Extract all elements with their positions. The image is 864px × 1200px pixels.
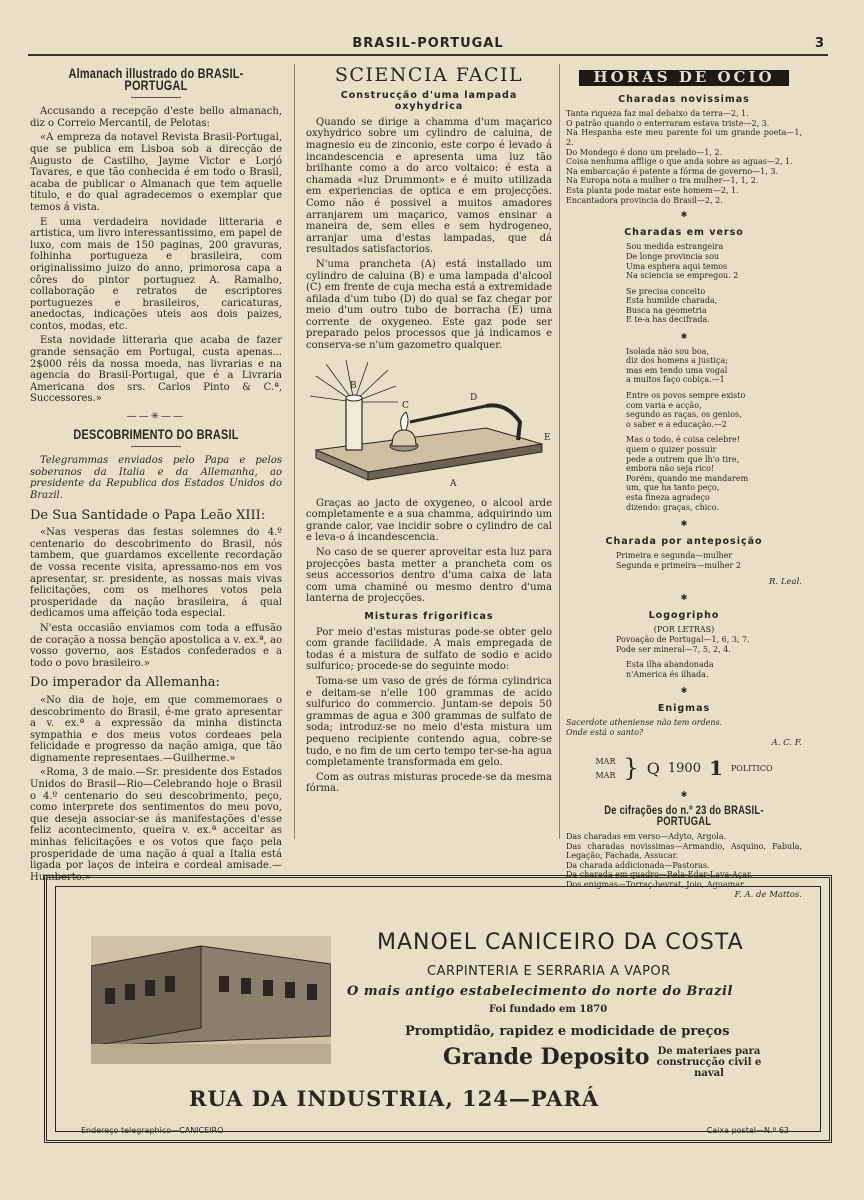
rebus-word: POLITICO <box>730 764 773 774</box>
lampada-subheading: Construcção d'uma lampada oxyhydrica <box>340 89 518 113</box>
paragraph: N'uma prancheta (A) está installado um cylindro de caluina (B) e uma lampada d'alcool (C) em frente de cuja mecha está a extremidade afilada d'um tubo (D) do qual se faz chegar por meio d'um outro tubo de borracha (E) uma corrente de oxygeneo. Este gaz pode ser preparado pelos processos que já indicamos e conserva-se n'um gazometro qualquer. <box>306 258 552 352</box>
imperador-heading: Do imperador da Allemanha: <box>30 675 220 691</box>
factory-engraving <box>91 936 331 1064</box>
journal-title: BRASIL-PORTUGAL <box>352 36 504 51</box>
papa-heading: De Sua Santidade o Papa Leão XIII: <box>30 507 266 523</box>
column-right <box>566 64 802 901</box>
ad-grande-deposito: Grande Deposito <box>443 1044 650 1070</box>
paragraph: N'esta occasião enviamos com toda a effusão de coração a nossa benção apostolica a v. ex.ª, ao vosso governo, aos Estados confederados e a todo o povo brasileiro.» <box>30 622 282 669</box>
charadas-verso-heading: Charadas em verso <box>624 226 744 238</box>
star-divider: ✱ <box>680 210 688 220</box>
rebus-mar: MAR <box>595 757 616 767</box>
misturas-subheading: Misturas frigorificas <box>364 611 494 622</box>
enigma-text: Sacerdote atheniense não tem ordens. Onde está o santo? <box>566 718 723 738</box>
antep-lines: Primeira e segunda—mulher Segunda e primeira—mulher <box>616 551 734 570</box>
logogripho-text-2: Esta ilha abandonada n'America és ilhada. <box>626 660 714 679</box>
verse-block: Isolada não sou boa, diz dos homens a justiça; mas em tendo uma vogal a muitos faço cobiça.—1 <box>626 346 728 385</box>
paragraph: «A empreza da notavel Revista Brasil-Portugal, que se publica em Lisboa sob a direcção de Augusto de Castilho, Jayme Victor e Lorjó Tavares, e que tão conhecida é em todo o Brasil, acaba de publicar o Almanach que tem aquelle titulo, e do qual agradecemos o exemplar que temos á vista. <box>30 132 282 213</box>
signature: F. A. de Mattos. <box>734 889 802 900</box>
anteposicao-heading: Charada por anteposição <box>605 535 763 547</box>
ad-business-line: CARPINTERIA E SERRARIA A VAPOR <box>427 964 671 979</box>
paragraph: Quando se dirige a chamma d'um maçarico oxyhydrico sobre um cylindro de caluina, de magnesio eu de zinconio, este corpo é levado á incandescencia e apresenta uma luz tão brilhante como a do arco voltaico: é esta a chamada «luz Drummont» e é muito utilizada em experiencias de optica e em projecções. Como não é possivel a muitos amadores arranjarem um maçarico, vamos ensinar a maneira de, sem elles e sem hydrogeneo, arranjar uma d'estas lampadas, que dá resultados satisfactorios. <box>306 116 552 256</box>
ocio-heading: HORAS DE OCIO <box>579 70 788 86</box>
charada-item: Esta planta pode matar este homem—2, 1. <box>566 185 739 195</box>
charada-item: Na Hespanha este meu parente foi um grande poeta—1, 2. <box>566 128 802 147</box>
lamp-engraving <box>306 360 552 488</box>
enigmas-heading: Enigmas <box>657 702 711 714</box>
column-middle <box>306 64 552 798</box>
rebus-puzzle <box>566 755 802 783</box>
logogripho-heading: Logogripho <box>648 609 720 621</box>
column-divider <box>559 64 560 839</box>
paragraph: No caso de se querer aproveitar esta luz para projecções basta metter a prancheta com os seus accessorios dentro d'uma caixa de lata com uma chaminé ou mesmo dentro d'uma lanterna de projecções. <box>306 547 552 605</box>
descobrimento-intro: Telegrammas enviados pelo Papa e pelos soberanos da Italia e da Allemanha, ao presidente da Republica dos Estados Unidos do Brazil. <box>30 455 282 501</box>
verse-text: Sou medida estrangeira De longe provincia sou Uma esphera aqui temos Na sciencia se empregou. <box>626 242 731 281</box>
logogripho-text: Povoação de Portugal—1, 6, 3, 7. Pode ser mineral—7, 5, 2, 4. <box>616 634 750 654</box>
sciencia-heading: SCIENCIA FACIL <box>334 64 524 86</box>
star-divider: ✱ <box>680 519 688 529</box>
ad-telegraph: Endereço telegraphico—CANICEIRO <box>81 1126 224 1135</box>
charada-item: Encantadora provincia do Brasil—2, 2. <box>566 195 723 205</box>
verse-number: 2 <box>733 271 739 281</box>
lamp-illustration <box>306 360 552 488</box>
paragraph: Por meio d'estas misturas pode-se obter gelo com grande facilidade. A mais empregada de todas é a mistura de sulfato de sodio e acido sulfurico; procede-se do seguinte modo: <box>306 626 552 673</box>
antep-number: 2 <box>735 560 741 570</box>
anteposicao-text <box>616 551 802 570</box>
rebus-one: 1 <box>708 756 723 781</box>
ad-postbox: Caixa postal—N.º 63 <box>706 1126 789 1135</box>
charadas-list <box>566 109 802 205</box>
heading-rule <box>131 97 181 98</box>
charada-item: Na embarcação é patente a fórma de governo—1, 3. <box>566 166 778 176</box>
descobrimento-heading: DESCOBRIMENTO DO BRASIL <box>73 425 239 442</box>
star-divider: ✱ <box>680 593 688 603</box>
rebus-year: 1900 <box>667 761 701 777</box>
paragraph: Accusando a recepção d'este bello almanach, diz o Correio Mercantil, de Pelotas: <box>30 106 282 129</box>
ornament-divider: ——✳—— <box>126 411 186 423</box>
ad-address: RUA DA INDUSTRIA, 124—PARÁ <box>189 1086 600 1111</box>
verse-block: Se precisa conceito Esta humilde charada, Busca na geometria E te-a has decifrada. <box>626 286 718 325</box>
almanach-heading: Almanach illustrado do BRASIL-PORTUGAL <box>68 65 244 93</box>
ad-founded: Foi fundado em 1870 <box>489 1004 608 1015</box>
fig-label-b: B <box>350 380 357 391</box>
paragraph: «Roma, 3 de maio.—Sr. presidente dos Estados Unidos do Brasil—Rio—Celebrando hoje o Brasil o 4.º centenario do seu descobrimento, peço, como interprete dos sentimentos do meu povo, que deseja associar-se ás manifestações d'esse feliz acontecimento, queira v. ex.ª acceitar as minhas felicitações e os votos que faço pela prosperidade de uma nação á qual a Italia está ligada por laços de inteira e cordeal amisade.—Humberto.» <box>30 767 282 883</box>
fig-label-d: D <box>470 392 478 403</box>
rebus-brace: } <box>623 754 639 783</box>
logogripho-sub: (POR LETRAS) <box>653 625 715 635</box>
charada-item: Tanta riqueza faz mal debaixo da terra—2, 1. <box>566 109 749 119</box>
ad-materiaes: De materiaes para construcção civil e naval <box>656 1046 762 1079</box>
fig-label-e: E <box>544 432 551 443</box>
signature: R. Leal. <box>769 576 802 587</box>
page-number: 3 <box>814 36 824 51</box>
signature: A. C. F. <box>771 737 802 748</box>
verse-block: Entre os povos sempre existo com varia e acção, segundo as raças, os genios, o saber e a educação.—2 <box>626 391 746 429</box>
star-divider: ✱ <box>680 790 688 800</box>
paragraph: Toma-se um vaso de grés de fórma cylindrica e deitam-se n'elle 100 grammas de acido sulfurico do commercio. Juntam-se depois 50 grammas de agua e 300 grammas de sulfato de soda; introduz-se no meio d'esta mistura um pequeno recipiente contendo agua, cobre-se tudo, e no fim de um certo tempo ter-se-ha agua completamente transformada em gelo. <box>306 675 552 769</box>
charada-item: Do Mondego é dono um prelado—1, 2. <box>566 147 723 157</box>
rebus-q: Q <box>646 759 660 779</box>
heading-rule <box>131 446 181 447</box>
fig-label-a: A <box>450 478 457 488</box>
page-header <box>28 36 828 56</box>
paragraph: «Nas vesperas das festas solemnes do 4.º centenario do descobrimento do Brasil, nós tambem, que guardamos excellente recordação de vossa recente visita, apressamo-nos em vos apresentar, sr. presidente, as nossas mais vivas felicitações, com os melhores votos pela prosperidade da nação brasileira, á qual dedicamos uma affeição toda especial. <box>30 527 282 620</box>
paragraph: «No dia de hoje, em que commemoraes o descobrimento do Brasil, é-me grato apresentar a v. ex.ª a expressão da minha distincta sympathia e dos meus votos cordeaes pela felicidade e progresso da nação amiga, que tão dignamente representaes.—Guilherme.» <box>30 694 282 764</box>
verse-block: Mas o todo, é coisa celebre! quem o quizer possuir pede a outrem que lh'o tire, embora não seja rico! Porém, quando me mandarem um, que ha tanto peço, esta fineza agradeço dizendo: graças, chico. <box>626 435 749 512</box>
ocio-banner <box>566 70 802 86</box>
charada-item: O patrão quando o enterraram estava triste—2, 3. <box>566 118 770 128</box>
charadas-novissimas-heading: Charadas novissimas <box>618 93 750 105</box>
verse-block <box>626 242 802 280</box>
decifracoes-text: Das charadas em verso—Adyto, Argola. Das charadas novissimas—Armandio, Asquino, Fabula, Legação, Fachada, Assucar. Da charada addicionada—Pastoras. Da charada em quadro—Rela-Edar-Lava-Açar. Dos enigmas—Torraç-bevrat, Joio, Aguamar. <box>566 832 802 889</box>
ad-slogan: Promptidão, rapidez e modicidade de preços <box>405 1024 730 1039</box>
star-divider: ✱ <box>680 332 688 342</box>
advertisement-box <box>44 875 832 1143</box>
paragraph: Esta novidade litteraria que acaba de fazer grande sensação em Portugal, custa apenas... 2$000 réis da nossa moeda, nas livrarias e na agencia do Brasil-Portugal, que é a Livraria Americana dos srs. Carlos Pinto & C.ª, Successores.» <box>30 335 282 405</box>
decifracoes-heading: De cifrações do n.º 23 do BRASIL-PORTUGAL <box>604 802 764 829</box>
rebus-mar: MAR <box>595 771 616 781</box>
charada-item: Coisa nenhuma afflige o que anda sobre as aguas—2, 1. <box>566 157 793 167</box>
paragraph: Graças ao jacto de oxygeneo, o alcool arde completamente e a sua chamma, adquirindo um grande calor, vae incidir sobre o cylindro de cal e leva-o á incandescencia. <box>306 497 552 544</box>
column-divider <box>294 64 295 839</box>
ad-tagline: O mais antigo estabelecimento do norte do Brazil <box>347 984 733 999</box>
star-divider: ✱ <box>680 686 688 696</box>
column-left <box>30 64 282 886</box>
paragraph: Com as outras misturas procede-se da mesma fórma. <box>306 771 552 795</box>
rebus-mar-stack <box>595 755 615 783</box>
fig-label-c: C <box>402 400 409 411</box>
paragraph: E uma verdadeira novidade litteraria e artistica, um livro interessantissimo, em papel de luxo, com mais de 150 paginas, 200 gravuras, folhinha portugueza e brasileira, com originalissimo juizo do anno, primorosa capa a côres do pintor portuguez A. Ramalho, collaboração e retratos de escriptores portuguezes e brasileiros, caricaturas, anedoctas, indicações uteis aos dois paizes, contos, modas, etc. <box>30 216 282 332</box>
ad-company-name: MANOEL CANICEIRO DA COSTA <box>377 930 744 955</box>
charada-item: Na Europa nota a mulher o tra mulher—1, 1, 2. <box>566 176 759 186</box>
